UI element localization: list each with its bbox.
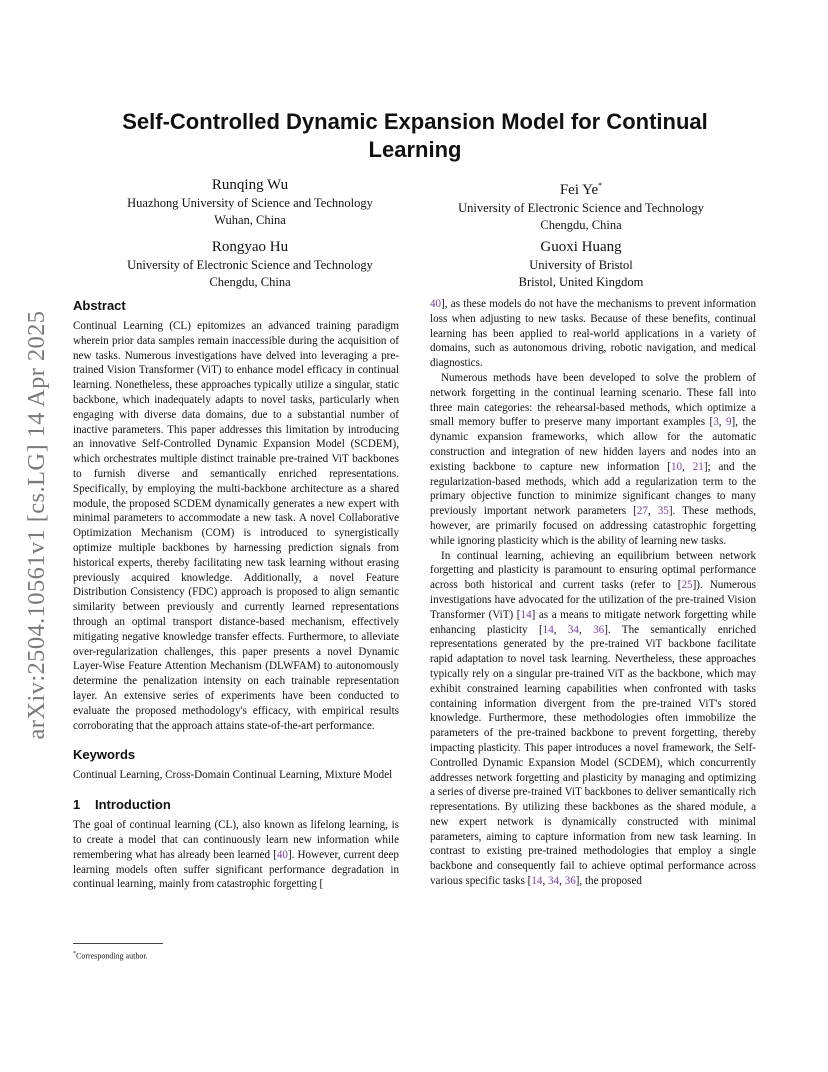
footnote-mark: * [73,951,76,957]
author-block-4 [466,238,696,290]
citation-link[interactable]: 40 [430,298,442,310]
intro-paragraph-3: In continual learning, achieving an equilibrium between network forgetting and plasticity is paramount to ensuring optimal performance across both historical and current tasks (refer to [25]). Numerous investigations have advocated for the utilization of the pre-trained Vision Transformer (ViT) [14] as a means to mitigate network forgetting while enhancing plasticity [14, 34, 36]. The semantically enriched representations generated by the pre-trained ViT backbone facilitate rapid adaptation to novel task learning. Nevertheless, these approaches typically rely on a singular pre-trained ViT as the backbone, which may exhibit constrained learning capabilities when confronted with tasks containing information divergent from the pre-trained ViT's stored knowledge. Furthermore, these methodologies often immobilize the parameters of the pre-trained backbone to prevent forgetting, thereby impacting plasticity. This paper introduces a novel framework, the Self-Controlled Dynamic Expansion Model (SCDEM), which concurrently addresses network forgetting and plasticity by managing and optimizing a series of diverse pre-trained ViT backbones to deliver semantically rich representations. By utilizing these backbones as the shared module, a new expert network is dynamically constructed with minimal parameters, aiming to capture information from new task learning. In contrast to existing pre-trained methodologies that employ a single backbone and consequently fail to achieve optimal performance across various specific tasks [14, 34, 36], the proposed [430,549,757,888]
section-heading-introduction [73,797,399,813]
footnote-divider [73,943,163,944]
author-block-3 [106,238,394,290]
author-affiliation: University of Bristol [529,258,633,272]
citation-link[interactable]: 10 [670,460,683,473]
keywords-heading: Keywords [73,747,136,763]
keywords-text: Continual Learning, Cross-Domain Continual Learning, Mixture Model [73,769,393,782]
corresponding-mark: * [598,181,603,190]
citation-link[interactable]: 25 [681,579,693,592]
author-affiliation: University of Electronic Science and Technology [127,258,373,272]
citation-link[interactable]: 9 [725,416,732,429]
author-name: Rongyao Hu [211,239,289,255]
footnote [73,949,148,962]
author-name: Guoxi Huang [540,239,622,255]
citation-link[interactable]: 27 [636,505,648,518]
citation-link[interactable]: 3 [713,416,719,429]
section-title: Introduction [95,797,171,813]
abstract-text: Continual Learning (CL) epitomizes an advanced training paradigm wherein prior data samples remain inaccessible during the acquisition of new tasks. Numerous investigations have delved into leveraging a pre-trained Vision Transformer (ViT) to enhance model efficacy in continual learning. Nonetheless, these approaches typically utilize a singular, static backbone, which inadequately adapts to novel tasks, particularly when engaging with diverse data domains, due to a substantial number of inactive parameters. This paper addresses this limitation by introducing an innovative Self-Controlled Dynamic Expansion Model (SCDEM), which orchestrates multiple distinct trainable pre-trained ViT backbones to furnish diverse and semantically enriched representations. Specifically, by employing the multi-backbone architecture as a shared module, the proposed SCDEM dynamically generates a new expert with minimal parameters to accommodate a new task. A novel Collaborative Optimization Mechanism (COM) is introduced to synergistically optimize multiple backbones by harnessing prediction signals from historical experts, thereby facilitating new task learning without erasing previously acquired knowledge. Additionally, a novel Feature Distribution Consistency (FDC) approach is proposed to align semantic similarity between previously and currently learned representations through an optimal transport distance-based mechanism, effectively mitigating negative knowledge transfer effects. Furthermore, to alleviate over-regularization challenges, this paper presents a novel Dynamic Layer-Wise Feature Attention Mechanism (DLWFAM) to autonomously determine the penalization intensity on each trainable representation layer. An extensive series of experiments have been conducted to evaluate the proposed methodology's efficacy, with empirical results corroborating that the approach attains state-of-the-art performance. [73,320,399,732]
citation-link[interactable]: 21 [692,460,704,473]
abstract-heading: Abstract [73,298,126,313]
left-column [73,298,399,892]
arxiv-identifier-text: arXiv:2504.10561v1 [cs.LG] 14 Apr 2025 [23,310,50,740]
citation-link[interactable]: 34 [567,623,579,636]
author-name: Fei Ye [559,182,599,198]
author-affiliation: University of Electronic Science and Technology [458,201,704,215]
citation-link[interactable]: 14 [531,875,543,888]
intro-paragraph-1-start: The goal of continual learning (CL), also known as lifelong learning, is to create a model that can continuously learn new information while remembering what has already been learned [40]. However, current deep learning models often suffer significant performance degradation in continual learning, mainly from catastrophic forgetting [ [73,819,399,891]
author-block-2 [436,176,726,233]
section-number: 1 [73,797,81,813]
author-location: Chengdu, China [209,274,291,289]
author-block-1 [118,176,382,228]
arxiv-identifier [22,285,52,765]
right-column [430,297,756,889]
citation-link[interactable]: 34 [548,875,560,888]
intro-paragraph-2: Numerous methods have been developed to solve the problem of network forgetting in the continual learning scenario. These fall into three main categories: the rehearsal-based methods, which optimize a small memory buffer to preserve many important examples [3, 9], the dynamic expansion frameworks, which allow for the automatic construction and integration of new hidden layers and nodes into an existing backbone to capture new information [10, 21]; and the regularization-based methods, which add a regularization term to the primary objective function to minimize significant changes to many previously important network parameters [27, 35]. These methods, however, are primarily focused on addressing catastrophic forgetting while ignoring plasticity which is the ability of learning new tasks. [430,371,757,547]
author-name: Runqing Wu [211,177,289,193]
citation-link[interactable]: 35 [657,505,669,518]
citation-link[interactable]: 36 [593,623,605,636]
author-affiliation: Huazhong University of Science and Technology [127,196,373,210]
citation-link[interactable]: 36 [564,875,576,888]
author-location: Bristol, United Kingdom [518,274,644,289]
footnote-text: Corresponding author. [76,951,148,961]
citation-link[interactable]: 14 [520,608,532,621]
intro-paragraph-1-end: 40], as these models do not have the mechanisms to prevent information loss when adjusting to new tasks. Because of these benefits, continual learning has been applied to real-world applications in a variety of domains, such as autonomous driving, robotic navigation, and medical diagnostics. [430,298,756,370]
author-location: Chengdu, China [540,217,622,232]
author-location: Wuhan, China [214,212,286,227]
paper-title: Self-Controlled Dynamic Expansion Model for Continual Learning [122,109,708,162]
citation-link[interactable]: 40 [276,848,288,861]
citation-link[interactable]: 14 [542,623,554,636]
